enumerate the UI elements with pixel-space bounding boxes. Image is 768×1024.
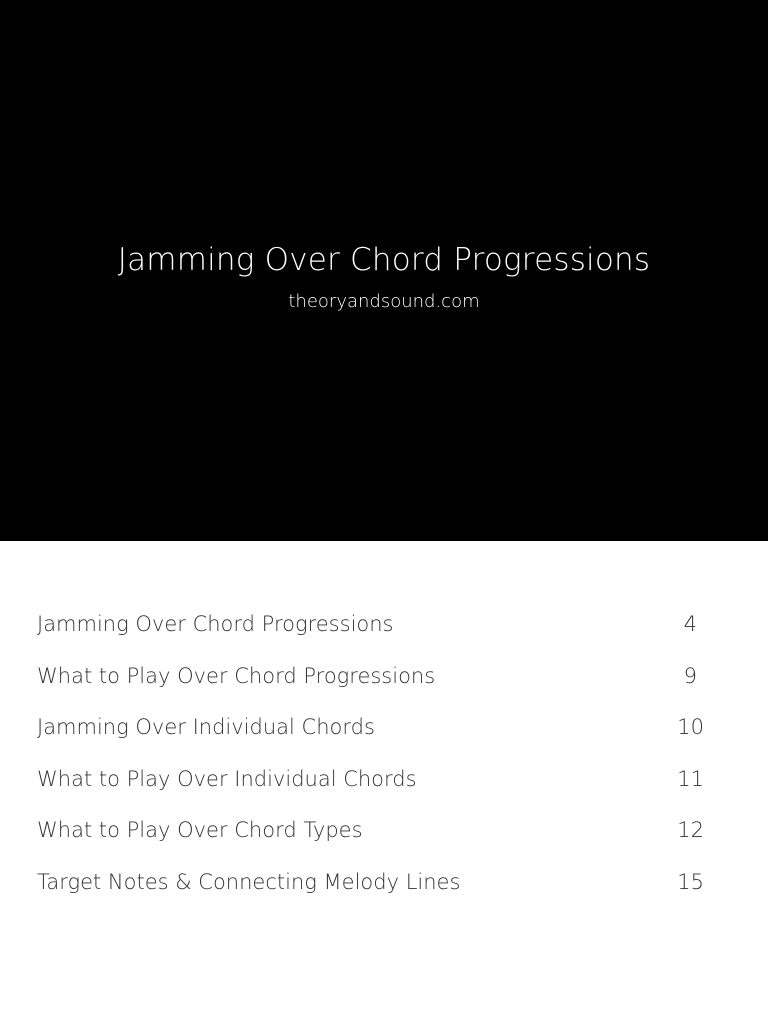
cover-subtitle: theoryandsound.com xyxy=(288,291,480,312)
toc-entry[interactable] xyxy=(0,598,768,650)
toc-entry-title: What to Play Over Individual Chords xyxy=(37,766,417,791)
toc-entry[interactable] xyxy=(0,701,768,753)
toc-entry[interactable] xyxy=(0,753,768,805)
toc-entry-title: Jamming Over Individual Chords xyxy=(37,715,375,740)
cover-title: Jamming Over Chord Progressions xyxy=(117,242,651,278)
toc-entry-title: Jamming Over Chord Progressions xyxy=(37,612,394,636)
toc-entry-page: 4 xyxy=(683,612,697,636)
toc-entry-page: 12 xyxy=(677,818,704,843)
toc-entry[interactable] xyxy=(0,650,768,702)
toc-entry-page: 9 xyxy=(683,663,697,688)
toc-entry-title: What to Play Over Chord Types xyxy=(37,818,363,843)
toc-entry-title: Target Notes & Connecting Melody Lines xyxy=(37,869,461,894)
toc-entry[interactable] xyxy=(0,856,768,908)
toc-entry-page: 11 xyxy=(677,766,704,791)
toc-entry-title: What to Play Over Chord Progressions xyxy=(37,663,436,688)
table-of-contents xyxy=(0,598,768,908)
toc-entry-page: 10 xyxy=(677,715,704,740)
toc-entry-page: 15 xyxy=(677,869,704,894)
toc-entry[interactable] xyxy=(0,804,768,856)
